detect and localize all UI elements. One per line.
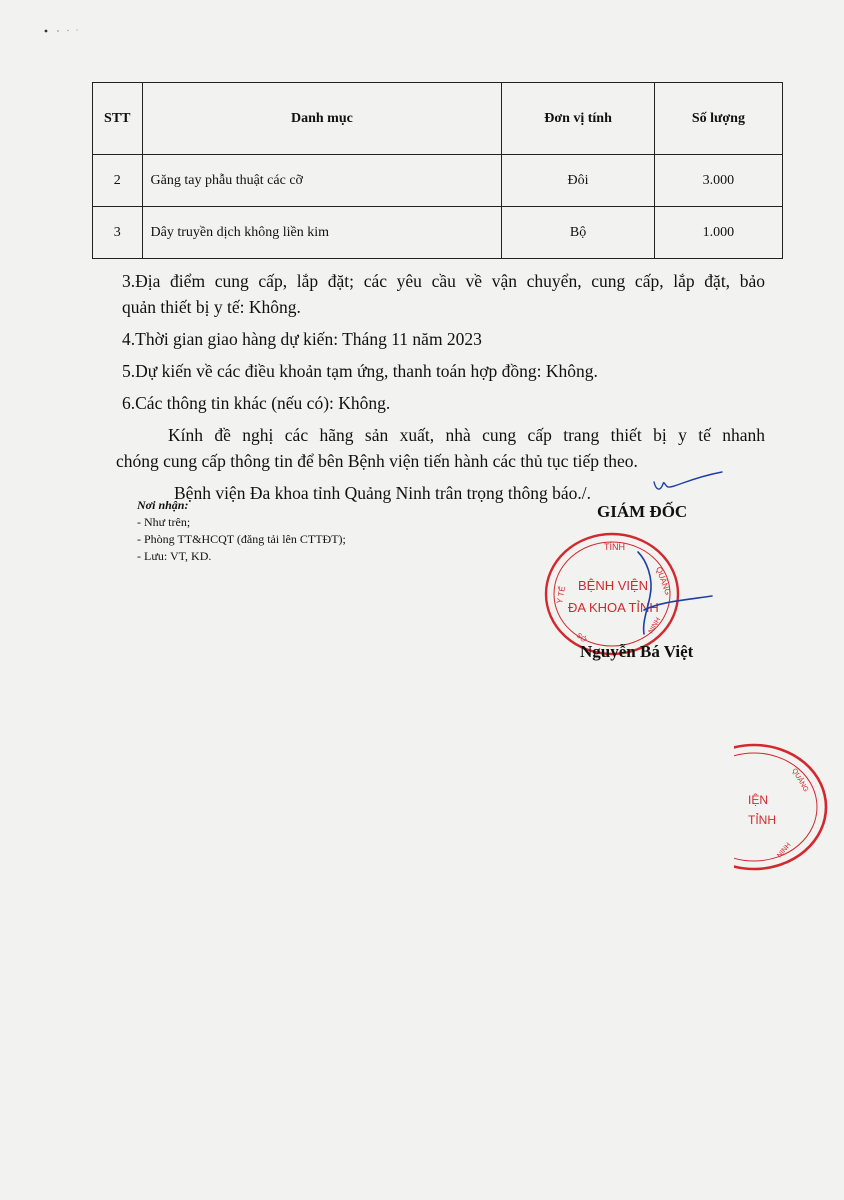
item-5: 5.Dự kiến về các điều khoản tạm ứng, thanh toán hợp đồng: Không.	[122, 361, 598, 381]
item-3-line-2: quản thiết bị y tế: Không.	[122, 297, 301, 317]
table-header-row	[93, 83, 783, 155]
cell-unit: Bộ	[502, 207, 655, 259]
seal-text-bottom-left: SỞ	[574, 632, 588, 645]
seal-text-line-1: BỆNH VIỆN	[578, 578, 649, 593]
signer-title: GIÁM ĐỐC	[597, 502, 688, 521]
recipients-title: Nơi nhận:	[137, 498, 189, 512]
item-4: 4.Thời gian giao hàng dự kiến: Tháng 11 năm 2023	[122, 329, 482, 349]
cell-name: Găng tay phẫu thuật các cỡ	[142, 155, 502, 207]
request-line-1: Kính đề nghị các hãng sản xuất, nhà cung cấp trang thiết bị y tế nhanh	[168, 425, 765, 445]
seal-text-top: TỈNH	[604, 542, 625, 552]
recipient-item: - Phòng TT&HCQT (đăng tải lên CTTĐT);	[137, 532, 346, 546]
signer-name: Nguyễn Bá Việt	[580, 642, 694, 661]
cell-qty: 3.000	[654, 155, 782, 207]
seal-partial-bottom: NINH	[776, 841, 793, 860]
header-qty: Số lượng	[654, 83, 782, 155]
item-3-line-1: 3.Địa điểm cung cấp, lắp đặt; các yêu cầu về vận chuyển, cung cấp, lắp đặt, bảo	[122, 271, 765, 291]
header-unit: Đơn vị tính	[502, 83, 655, 155]
seal-text-right: QUẢNG	[654, 565, 673, 597]
recipient-item: - Như trên;	[137, 515, 191, 529]
seal-text-left: Y TẾ	[555, 585, 568, 605]
cell-stt: 3	[93, 207, 143, 259]
cell-name: Dây truyền dịch không liền kim	[142, 207, 502, 259]
table-row	[93, 155, 783, 207]
table-row	[93, 207, 783, 259]
recipient-item: - Lưu: VT, KD.	[137, 549, 212, 563]
seal-text-bottom-right: NINH	[647, 616, 663, 635]
item-6: 6.Các thông tin khác (nếu có): Không.	[122, 393, 391, 413]
cell-unit: Đôi	[502, 155, 655, 207]
header-stt: STT	[93, 83, 143, 155]
seal-partial-line-2: TỈNH	[748, 813, 776, 827]
seal-partial-right: QUẢNG	[790, 767, 810, 794]
seal-text-line-2: ĐA KHOA TỈNH	[568, 600, 659, 615]
cell-stt: 2	[93, 155, 143, 207]
cell-qty: 1.000	[654, 207, 782, 259]
margin-seal-partial	[734, 740, 844, 874]
request-line-2: chóng cung cấp thông tin để bên Bệnh viện tiến hành các thủ tục tiếp theo.	[116, 451, 638, 471]
header-name: Danh mục	[142, 83, 502, 155]
initial-signature	[650, 464, 730, 498]
supply-items-table	[92, 82, 783, 259]
scan-artifact-dots	[44, 28, 84, 34]
director-signature	[624, 548, 716, 640]
seal-partial-line-1: IỆN	[748, 793, 769, 807]
recipients-block	[137, 497, 346, 565]
closing-line: Bệnh viện Đa khoa tỉnh Quảng Ninh trân trọng thông báo./.	[174, 483, 592, 503]
